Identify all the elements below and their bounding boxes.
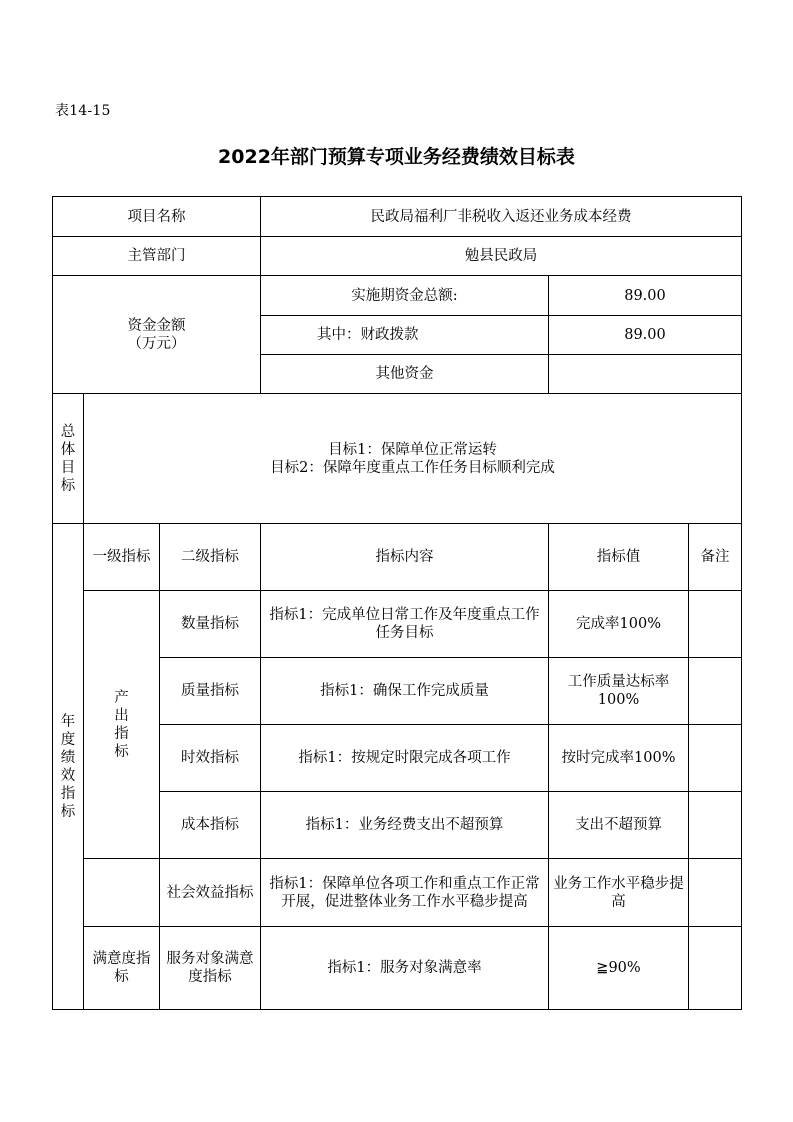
header-level2: 二级指标 [160,524,261,591]
level2-cell: 社会效益指标 [160,859,261,927]
value-cell: 业务工作水平稳步提高 [549,859,689,927]
header-level1: 一级指标 [84,524,160,591]
content-cell: 指标1：业务经费支出不超预算 [261,792,549,859]
overall-goal-row [53,394,742,524]
annual-header-row [53,524,742,591]
performance-target-table [52,196,742,1010]
department-row [53,237,742,276]
overall-goal-label: 总体目标 [53,394,84,524]
level2-cell: 数量指标 [160,591,261,658]
header-remark: 备注 [689,524,742,591]
value-cell: 完成率100% [549,591,689,658]
project-name-label: 项目名称 [53,197,261,237]
table-row [53,591,742,658]
value-cell: 支出不超预算 [549,792,689,859]
remark-cell [689,792,742,859]
annual-indicators-label: 年度绩效指标 [53,524,84,1010]
satisfaction-indicators-label: 满意度指标 [84,927,160,1010]
content-cell: 指标1：确保工作完成质量 [261,658,549,725]
overall-goal-content [84,394,742,524]
level2-cell: 成本指标 [160,792,261,859]
value-cell: 按时完成率100% [549,725,689,792]
header-content: 指标内容 [261,524,549,591]
remark-cell [689,927,742,1010]
level2-cell: 服务对象满意度指标 [160,927,261,1010]
funds-fiscal-label: 其中：财政拨款 [261,316,549,355]
funds-label: 资金金额 [127,317,186,334]
table-number: 表14-15 [55,103,111,119]
remark-cell [689,725,742,792]
table-row [53,859,742,927]
content-cell: 指标1：完成单位日常工作及年度重点工作任务目标 [261,591,549,658]
value-cell: ≧90% [549,927,689,1010]
funds-unit: （万元） [127,335,186,352]
level2-cell: 质量指标 [160,658,261,725]
funds-total-row [53,276,742,316]
funds-label-cell [53,276,261,394]
funds-total-value: 89.00 [549,276,742,316]
document-title: 2022年部门预算专项业务经费绩效目标表 [218,146,575,168]
output-indicators-label: 产出指标 [84,591,160,859]
value-cell: 工作质量达标率100% [549,658,689,725]
funds-other-value [549,355,742,394]
goal-1: 目标1：保障单位正常运转 [328,441,497,458]
department-label: 主管部门 [53,237,261,276]
department-value: 勉县民政局 [261,237,742,276]
remark-cell [689,859,742,927]
content-cell: 指标1：服务对象满意率 [261,927,549,1010]
table-row [53,927,742,1010]
project-name-row [53,197,742,237]
goal-2: 目标2：保障年度重点工作任务目标顺利完成 [270,459,555,476]
content-cell: 指标1：保障单位各项工作和重点工作正常开展，促进整体业务工作水平稳步提高 [261,859,549,927]
funds-total-label: 实施期资金总额: [261,276,549,316]
level2-cell: 时效指标 [160,725,261,792]
level1-empty-cell [84,859,160,927]
funds-fiscal-value: 89.00 [549,316,742,355]
project-name-value: 民政局福利厂非税收入返还业务成本经费 [261,197,742,237]
header-value: 指标值 [549,524,689,591]
content-cell: 指标1：按规定时限完成各项工作 [261,725,549,792]
funds-other-label: 其他资金 [261,355,549,394]
remark-cell [689,658,742,725]
remark-cell [689,591,742,658]
